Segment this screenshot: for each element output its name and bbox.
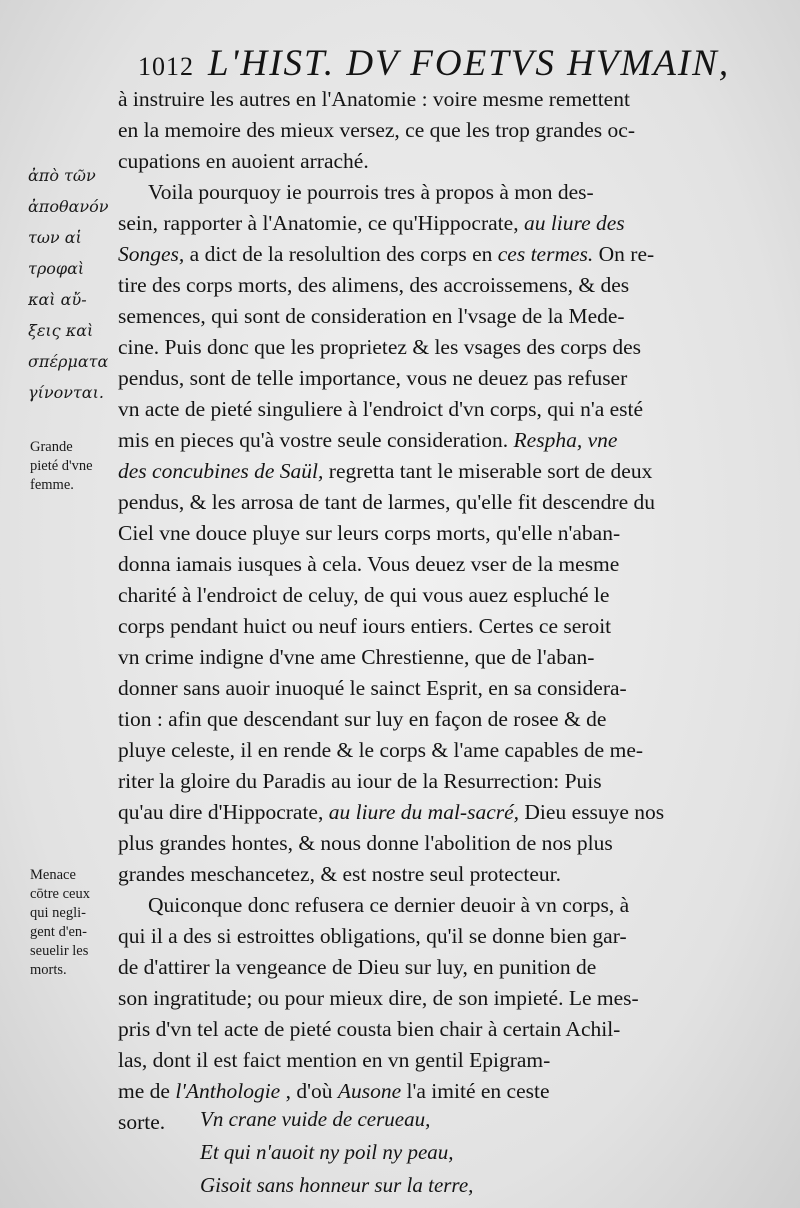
text-line: Quiconque donc refusera ce dernier deuoir à vn corps, à (148, 893, 630, 917)
text-line: Ciel vne douce pluye sur leurs corps morts, qu'elle n'aban- (118, 521, 621, 545)
citation-sacred-disease: au liure du mal-sacré, (328, 800, 520, 824)
citation-hippocrates-dreams: au liure des (523, 211, 625, 235)
marginal-note-line: gent d'en- (30, 924, 87, 940)
text-line: donner sans auoir inuoqué le sainct Esprit, en sa considera- (118, 676, 627, 700)
text-line: pris d'vn tel acte de pieté cousta bien chair à certain Achil- (118, 1017, 621, 1041)
verse-line: Vn crane vuide de cerueau, (200, 1107, 431, 1131)
paragraph-1 (118, 84, 780, 177)
greek-line: τροφαὶ (28, 259, 85, 278)
text-run: mis en pieces qu'à vostre seule consideration. (118, 428, 509, 452)
greek-marginal-quote (28, 160, 120, 408)
text-line: cine. Puis donc que les proprietez & les vsages des corps des (118, 335, 642, 359)
marginal-note-threat (30, 866, 130, 980)
marginal-note-line: seuelir les (30, 943, 89, 959)
marginal-note-line: femme. (30, 477, 74, 493)
greek-line: των αἱ (28, 228, 82, 247)
marginal-note-piety (30, 438, 130, 495)
paragraph-2 (118, 177, 780, 890)
text-run: me de (118, 1079, 170, 1103)
main-text (118, 84, 780, 1138)
text-line: las, dont il est faict mention en vn gentil Epigram- (118, 1048, 551, 1072)
citation-ausone: Ausone (337, 1079, 402, 1103)
verse-line: Gisoit sans honneur sur la terre, (200, 1173, 474, 1197)
text-run: regretta tant le miserable sort de deux (328, 459, 653, 483)
running-title: L'HIST. DV FOETVS HVMAIN, (208, 43, 731, 84)
text-line (118, 208, 780, 239)
greek-line: καὶ αὔ- (28, 290, 87, 309)
text-line: de d'attirer la vengeance de Dieu sur luy, en punition de (118, 955, 597, 979)
text-line (118, 456, 780, 487)
paragraph-3 (118, 890, 780, 1138)
verse-line: Et qui n'auoit ny poil ny peau, (200, 1140, 454, 1164)
text-line (118, 797, 780, 828)
italic-phrase: des concubines de Saül, (118, 459, 324, 483)
text-line: semences, qui sont de consideration en l'vsage de la Mede- (118, 304, 625, 328)
greek-line: ξεις καὶ (28, 321, 94, 340)
marginal-note-line: pieté d'vne (30, 458, 93, 474)
citation-anthology: l'Anthologie (175, 1079, 281, 1103)
text-run: a dict de la resolultion des corps en (189, 242, 493, 266)
text-line: pluye celeste, il en rende & le corps & l'ame capables de me- (118, 738, 644, 762)
text-run: On re- (598, 242, 655, 266)
text-line: cupations en auoient arraché. (118, 149, 369, 173)
text-line: qui il a des si estroittes obligations, qu'il se donne bien gar- (118, 924, 627, 948)
text-line: plus grandes hontes, & nous donne l'abolition de nos plus (118, 831, 613, 855)
text-line: riter la gloire du Paradis au iour de la Resurrection: Puis (118, 769, 602, 793)
marginal-note-line: cōtre ceux (30, 886, 90, 902)
text-line: vn acte de pieté singuliere à l'endroict d'vn corps, qui n'a esté (118, 397, 644, 421)
text-line: son ingratitude; ou pour mieux dire, de son impieté. Le mes- (118, 986, 639, 1010)
text-run: , d'où (285, 1079, 333, 1103)
marginal-note-line: qui negli- (30, 905, 86, 921)
marginal-note-line: morts. (30, 962, 67, 978)
greek-line: σπέρματα (28, 352, 109, 371)
citation-songes: Songes, (118, 242, 185, 266)
greek-line: ἀπὸ τῶν (28, 166, 96, 185)
text-line (118, 425, 780, 456)
text-line: à instruire les autres en l'Anatomie : voire mesme remettent (118, 87, 630, 111)
text-line: corps pendant huict ou neuf iours entiers. Certes ce seroit (118, 614, 612, 638)
page-number: 1012 (138, 52, 194, 81)
text-line (118, 239, 780, 270)
text-line: pendus, sont de telle importance, vous ne deuez pas refuser (118, 366, 628, 390)
running-header (138, 42, 778, 88)
text-run: l'a imité en ceste (406, 1079, 550, 1103)
text-line: sorte. (118, 1110, 166, 1134)
text-line: donna iamais iusques à cela. Vous deuez vser de la mesme (118, 552, 620, 576)
text-line: charité à l'endroict de celuy, de qui vous auez espluché le (118, 583, 610, 607)
text-run: sein, rapporter à l'Anatomie, ce qu'Hippocrate, (118, 211, 519, 235)
text-line: tion : afin que descendant sur luy en façon de rosee & de (118, 707, 607, 731)
text-line: grandes meschancetez, & est nostre seul protecteur. (118, 862, 561, 886)
marginal-note-line: Menace (30, 867, 76, 883)
greek-line: ἀποθανόν (28, 197, 109, 216)
text-line: vn crime indigne d'vne ame Chrestienne, que de l'aban- (118, 645, 595, 669)
greek-line: γίνονται. (28, 383, 104, 402)
text-run: qu'au dire d'Hippocrate, (118, 800, 324, 824)
italic-phrase: Respha, vne (513, 428, 618, 452)
text-run: Dieu essuye nos (524, 800, 665, 824)
marginal-note-line: Grande (30, 439, 73, 455)
epigram-verse (200, 1103, 760, 1202)
text-line: Voila pourquoy ie pourrois tres à propos à mon des- (148, 180, 594, 204)
text-line: en la memoire des mieux versez, ce que les trop grandes oc- (118, 118, 635, 142)
italic-phrase: ces termes. (497, 242, 594, 266)
text-line: tire des corps morts, des alimens, des accroissemens, & des (118, 273, 630, 297)
text-line: pendus, & les arrosa de tant de larmes, qu'elle fit descendre du (118, 490, 656, 514)
